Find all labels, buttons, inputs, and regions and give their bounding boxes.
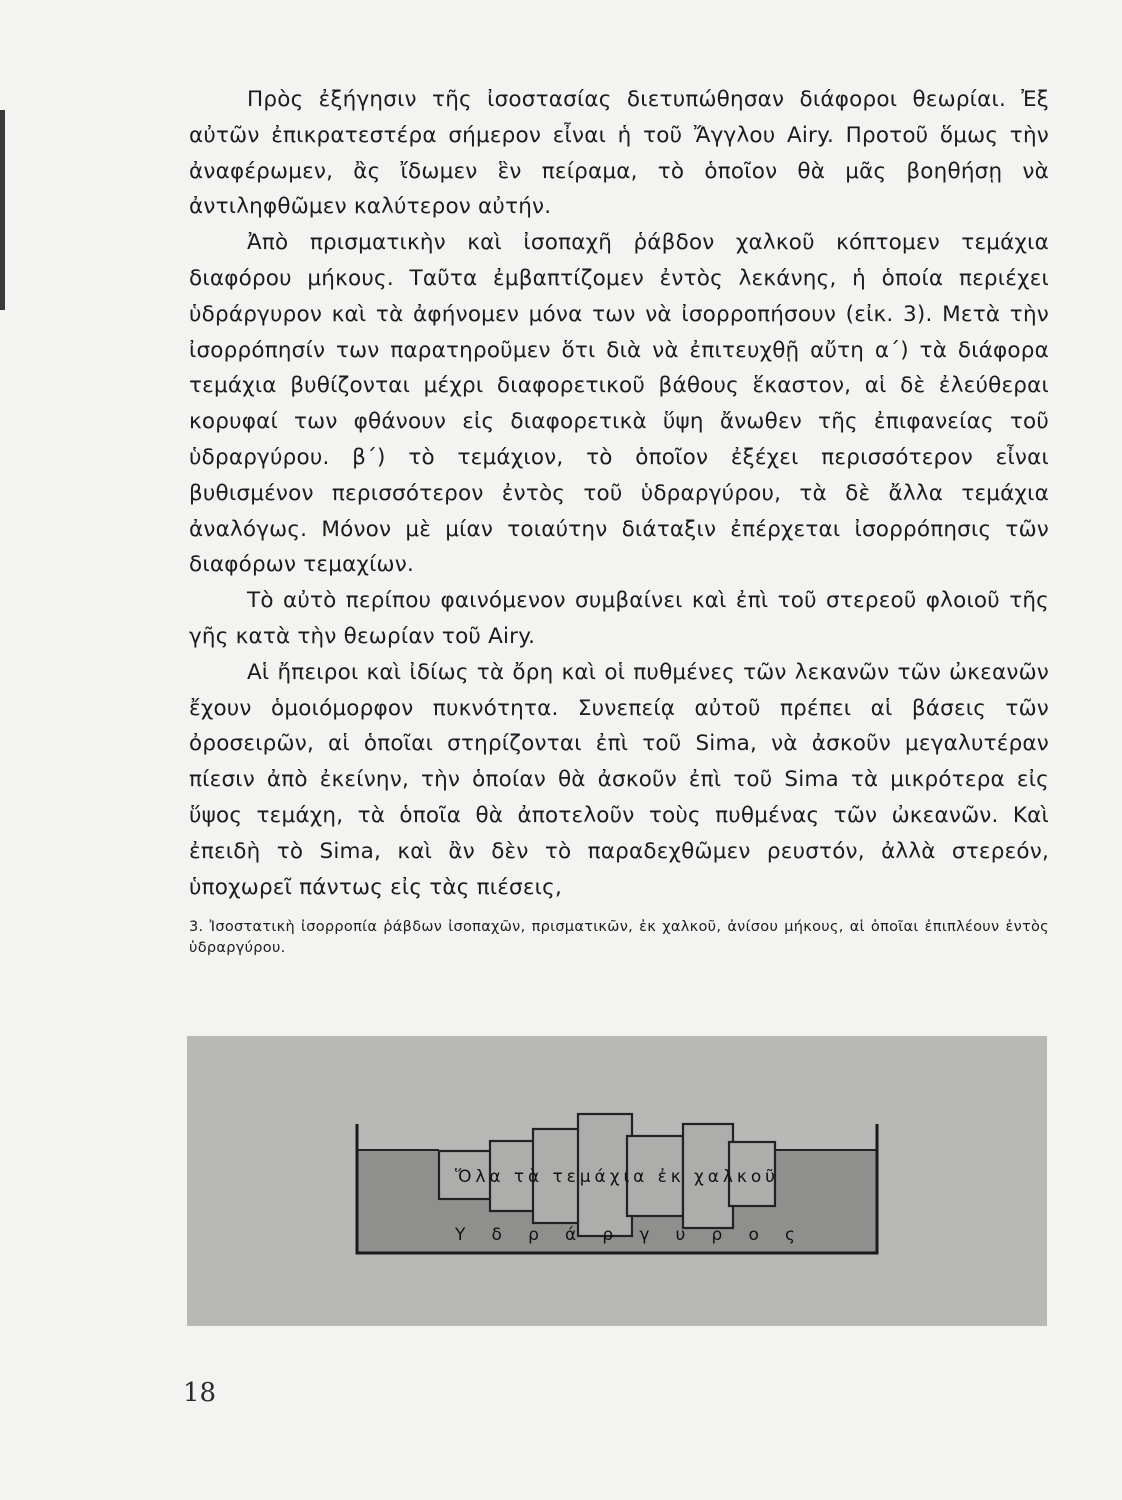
figure-isostasy-experiment: [187, 1036, 1047, 1326]
page-content: [189, 82, 1049, 959]
paragraph-4: Αἱ ἤπειροι καὶ ἰδίως τὰ ὄρη καὶ οἱ πυθμένες τῶν λεκανῶν τῶν ὠκεανῶν ἔχουν ὁμοιόμορφον πυκνότητα. Συνεπείᾳ αὐτοῦ πρέπει αἱ βάσεις τῶν ὀροσειρῶν, αἱ ὁποῖαι στηρίζονται ἐπὶ τοῦ Sima, νὰ ἀσκοῦν μεγαλυτέραν πίεσιν ἀπὸ ἐκείνην, τὴν ὁποίαν θὰ ἀσκοῦν ἐπὶ τοῦ Sima τὰ μικρότερα εἰς ὕψος τεμάχη, τὰ ὁποῖα θὰ ἀποτελοῦν τοὺς πυθμένας τῶν ὠκεανῶν. Καὶ ἐπειδὴ τὸ Sima, καὶ ἂν δὲν τὸ παραδεχθῶμεν ρευστόν, ἀλλὰ στερεόν, ὑποχωρεῖ πάντως εἰς τὰς πιέσεις,: [189, 659, 1049, 900]
figure-caption: 3. Ἰσοστατικὴ ἰσορροπία ῥάβδων ἰσοπαχῶν, πρισματικῶν, ἐκ χαλκοῦ, ἀνίσου μήκους, αἱ ὁποῖαι ἐπιπλέουν ἐντὸς ὑδραργύρου.: [189, 919, 1049, 957]
paragraph-3: Τὸ αὐτὸ περίπου φαινόμενον συμβαίνει καὶ ἐπὶ τοῦ στερεοῦ φλοιοῦ τῆς γῆς κατὰ τὴν θεωρίαν τοῦ Airy.: [189, 588, 1049, 649]
mercury-label: Υ δ ρ ά ρ γ υ ρ ο ς: [455, 1225, 795, 1245]
page-number: 18: [183, 1378, 217, 1408]
body-text: [189, 82, 1049, 905]
paragraph-2: Ἀπὸ πρισματικὴν καὶ ἰσοπαχῆ ῥάβδον χαλκοῦ κόπτομεν τεμάχια διαφόρου μήκους. Ταῦτα ἐμβαπτίζομεν ἐντὸς λεκάνης, ἡ ὁποία περιέχει ὑδράργυρον καὶ τὰ ἀφήνομεν μόνα των νὰ ἰσορροπήσουν (εἰκ. 3). Μετὰ τὴν ἰσορρόπησίν των παρατηροῦμεν ὅτι διὰ νὰ ἐπιτευχθῇ αὔτη α΄) τὰ διάφορα τεμάχια βυθίζονται μέχρι διαφορετικοῦ βάθους ἕκαστον, αἱ δὲ ἐλεύθεραι κορυφαί των φθάνουν εἰς διαφορετικὰ ὕψη ἄνωθεν τῆς ἐπιφανείας τοῦ ὑδραργύρου. β΄) τὸ τεμάχιον, τὸ ὁποῖον ἐξέχει περισσότερον εἶναι βυθισμένον περισσότερον ἐντὸς τοῦ ὑδραργύρου, τὰ δὲ ἄλλα τεμάχια ἀναλόγως. Μόνον μὲ μίαν τοιαύτην διάταξιν ἐπέρχεται ἰσορρόπησις τῶν διαφόρων τεμαχίων.: [189, 230, 1049, 578]
page-edge-shadow: [0, 110, 5, 310]
figure-illustration: [187, 1036, 1047, 1326]
blocks-label: Ὅλα τὰ τεμάχια ἐκ χαλκοῦ: [455, 1167, 775, 1187]
paragraph-1: Πρὸς ἐξήγησιν τῆς ἰσοστασίας διετυπώθησαν διάφοροι θεωρίαι. Ἐξ αὐτῶν ἐπικρατεστέρα σήμερον εἶναι ἡ τοῦ Ἄγγλου Airy. Προτοῦ ὅμως τὴν ἀναφέρωμεν, ἂς ἴδωμεν ἓν πείραμα, τὸ ὁποῖον θὰ μᾶς βοηθήσῃ νὰ ἀντιληφθῶμεν καλύτερον αὐτήν.: [189, 87, 1049, 220]
